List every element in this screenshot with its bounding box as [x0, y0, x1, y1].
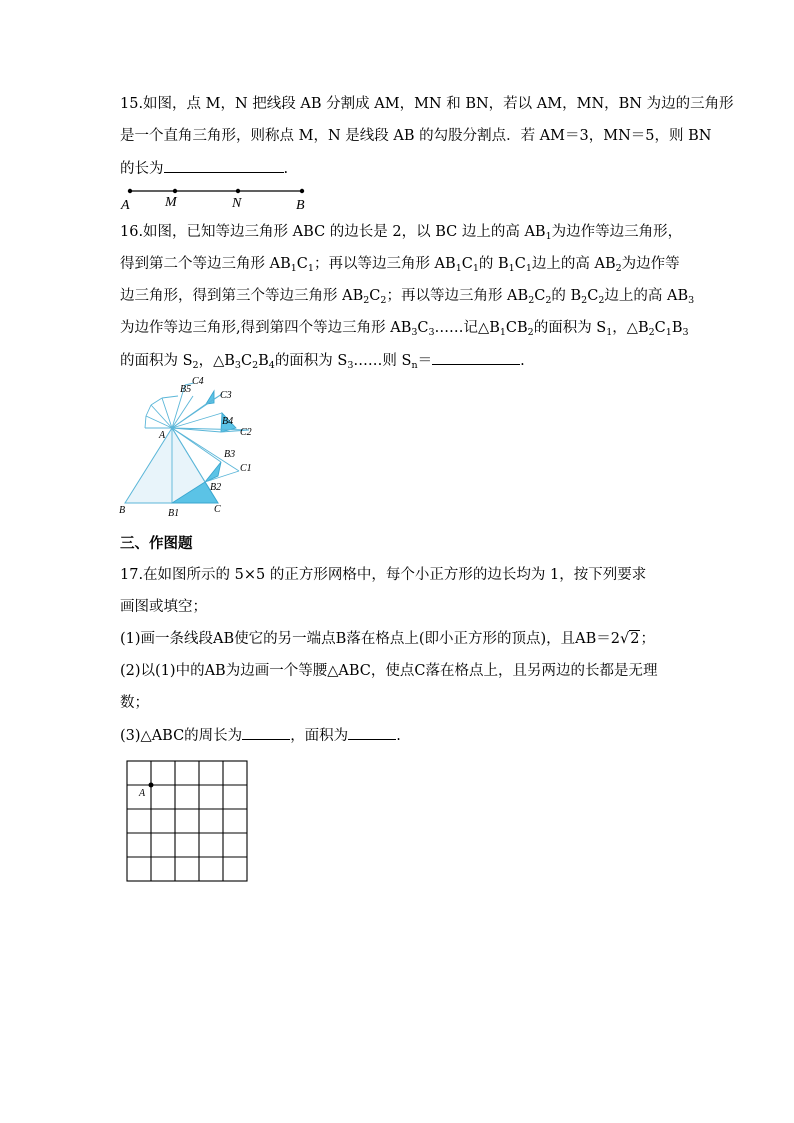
q15-segment-figure	[115, 183, 315, 213]
q16-sub: 2	[545, 295, 552, 306]
q16-sub: 2	[380, 295, 387, 306]
q16-sub: 1	[472, 263, 479, 274]
q16-sub: 2	[581, 295, 588, 306]
q16-sub: 2	[192, 360, 199, 371]
q17-item3-end: .	[396, 728, 401, 744]
q16-sub: 3	[688, 295, 695, 306]
q16-text: 的 B	[551, 288, 582, 304]
q16-sub: 3	[682, 327, 689, 338]
q16-sub: 2	[527, 327, 534, 338]
label-m: M	[165, 195, 177, 210]
q15-line3	[120, 158, 288, 179]
fig-label-c2: C2	[240, 427, 252, 438]
q17-item1	[120, 629, 655, 649]
q16-sub: 3	[428, 327, 435, 338]
q16-sub: 2	[615, 263, 622, 274]
q16-sub: 3	[234, 360, 241, 371]
q16-sub: 1	[508, 263, 515, 274]
section-title: 三、作图题	[120, 536, 193, 552]
q16-text: ，△B	[612, 320, 649, 336]
q16-text: C	[461, 256, 473, 272]
q16-text: C	[240, 353, 253, 369]
q16-sub: 2	[648, 327, 655, 338]
fig-label-b5: B5	[180, 384, 192, 395]
fig-label-b4: B4	[222, 416, 234, 427]
q16-sub: 2	[528, 295, 535, 306]
q16-text: 的 B	[478, 256, 509, 272]
q16-text: ＝	[417, 353, 433, 369]
q16-text: CB	[505, 320, 528, 336]
q17-item1-end: ；	[640, 631, 655, 647]
q15-answer-blank[interactable]	[164, 158, 284, 173]
fig-label-c4: C4	[192, 376, 204, 387]
fig-label-c1: C1	[240, 463, 252, 474]
q16-line4	[120, 318, 689, 338]
q17-grid[interactable]	[120, 755, 255, 885]
q16-text: ，△B	[198, 353, 235, 369]
q16-text: ；再以等边三角形 AB	[386, 288, 529, 304]
grid-point-a	[149, 783, 154, 788]
q16-sub: 2	[363, 295, 370, 306]
grid-label-a: A	[139, 788, 146, 799]
q16-text: 为边作等边三角形，	[551, 224, 683, 240]
q16-text: 边三角形，得到第三个等边三角形 AB	[120, 288, 364, 304]
fig-label-c3: C3	[220, 390, 232, 401]
q17-item1-text: (1)画一条线段AB使它的另一端点B落在格点上(即小正方形的顶点)，且AB＝2	[120, 631, 620, 647]
area-blank[interactable]	[348, 725, 396, 740]
point-n	[236, 189, 240, 193]
perimeter-blank[interactable]	[242, 725, 290, 740]
q16-line1	[120, 222, 682, 242]
q16-text: 的面积为 S	[120, 353, 193, 369]
q15-line2: 是一个直角三角形，则称点 M，N 是线段 AB 的勾股分割点．若 AM＝3，MN＝5，则 BN	[120, 128, 712, 144]
q16-sub: 2	[598, 295, 605, 306]
q16-text: 边上的高 AB	[531, 256, 616, 272]
fig-label-b3: B3	[224, 449, 236, 460]
fig-label-a: A	[159, 430, 166, 441]
q16-sub: 1	[307, 263, 314, 274]
fig-label-c: C	[214, 504, 221, 515]
label-b: B	[296, 198, 305, 213]
q16-text: 的面积为 S	[533, 320, 607, 336]
q16-text: ……则 S	[353, 353, 412, 369]
point-m	[173, 189, 177, 193]
q16-sub: 1	[525, 263, 532, 274]
q15-line3-end: .	[283, 161, 289, 177]
fig-label-b2: B2	[210, 482, 222, 493]
q16-text: C	[417, 320, 429, 336]
q17-item2a: (2)以(1)中的AB为边画一个等腰△ABC，使点C落在格点上，且另两边的长都是无理	[120, 663, 658, 679]
q15-line3-text: 的长为	[120, 161, 164, 177]
point-b	[300, 189, 304, 193]
q16-text: B	[258, 353, 269, 369]
q16-text: B	[671, 320, 683, 336]
q16-sub: n	[411, 360, 418, 371]
q16-text: 16.如图，已知等边三角形 ABC 的边长是 2，以 BC 边上的高 AB	[120, 224, 546, 240]
q16-text: C	[369, 288, 381, 304]
q16-text: C	[654, 320, 666, 336]
q17-item2b: 数；	[120, 695, 149, 711]
q17-item3	[120, 725, 401, 746]
q16-text: C	[514, 256, 526, 272]
label-n: N	[232, 196, 242, 211]
q16-answer-blank[interactable]	[432, 350, 520, 365]
q16-text: 边上的高 AB	[604, 288, 689, 304]
q16-sub: 2	[252, 360, 259, 371]
q16-sub: 1	[290, 263, 297, 274]
q17-item3-text: ，面积为	[290, 728, 349, 744]
q16-line3	[120, 286, 694, 306]
q16-text: C	[587, 288, 599, 304]
q16-sub: 3	[347, 360, 354, 371]
sqrt-symbol: √2	[620, 631, 640, 647]
q17-line1: 17.在如图所示的 5×5 的正方形网格中，每个小正方形的边长均为 1，按下列要求	[120, 567, 647, 583]
fig-label-b: B	[119, 505, 126, 516]
q16-text: 为边作等边三角形,得到第四个等边三角形 AB	[120, 320, 412, 336]
q15-line1: 15.如图，点 M，N 把线段 AB 分割成 AM，MN 和 BN，若以 AM，MN，BN 为边的三角形	[120, 96, 734, 112]
point-a	[128, 189, 132, 193]
q16-line2	[120, 254, 680, 274]
q16-text: 得到第二个等边三角形 AB	[120, 256, 291, 272]
fig-label-b1: B1	[168, 508, 180, 519]
q16-text: C	[534, 288, 546, 304]
label-a: A	[121, 198, 130, 213]
q16-sub: 1	[455, 263, 462, 274]
q16-sub: 1	[665, 327, 672, 338]
q16-text: ；再以等边三角形 AB	[313, 256, 456, 272]
q16-sub: 4	[268, 360, 275, 371]
q16-line5	[120, 350, 525, 371]
q16-sub: 1	[499, 327, 506, 338]
q17-line2: 画图或填空；	[120, 599, 207, 615]
q16-sub: 1	[606, 327, 613, 338]
q16-sub: 1	[545, 231, 552, 242]
q16-triangle-figure	[112, 370, 272, 525]
q16-text: 的面积为 S	[274, 353, 348, 369]
q16-text: ……记△B	[434, 320, 500, 336]
sqrt-radicand: 2	[630, 631, 640, 647]
q16-text: .	[520, 353, 525, 369]
q17-item3-text: (3)△ABC的周长为	[120, 728, 243, 744]
q16-text: 为边作等	[621, 256, 680, 272]
q16-sub: 3	[411, 327, 418, 338]
q16-text: C	[296, 256, 308, 272]
